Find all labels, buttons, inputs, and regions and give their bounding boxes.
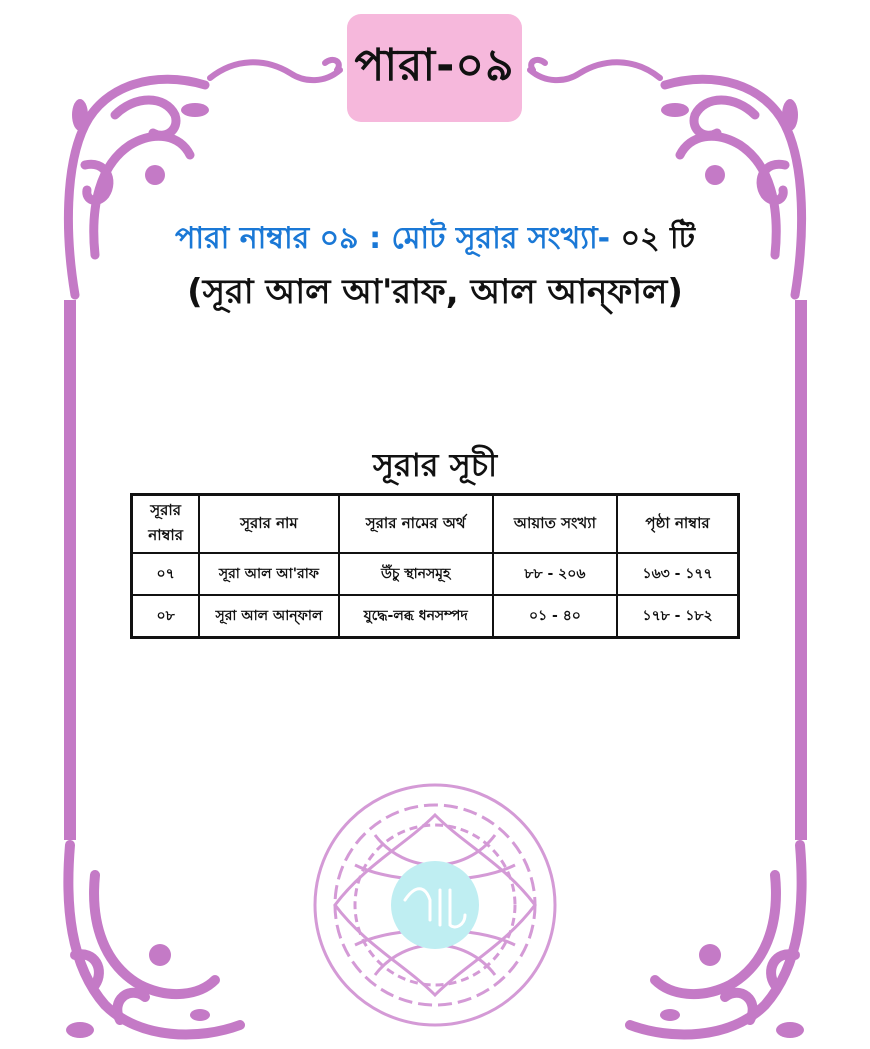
table-header-row [132,495,739,554]
column-header: সূরার নামের অর্থ [339,495,493,554]
para-number-label: পারা নাম্বার ০৯ : [175,221,382,256]
bottom-left-ornament [50,835,250,1045]
page-number-cell: ১৭৮ - ১৮২ [617,595,738,638]
left-title-swirl [205,48,345,98]
title-box [347,14,522,122]
surah-name-cell: সূরা আল আন্‌ফাল [199,595,338,638]
right-title-swirl [525,48,665,98]
ayat-count-cell: ৮৮ - ২০৬ [493,553,617,595]
page-number-cell: ১৬৩ - ১৭৭ [617,553,738,595]
column-header: আয়াত সংখ্যা [493,495,617,554]
calligraphy-medallion [305,775,565,1035]
surah-meaning-cell: যুদ্ধে-লব্ধ ধনসম্পদ [339,595,493,638]
surah-meaning-cell: উঁচু স্থানসমূহ [339,553,493,595]
surah-number-cell: ০৭ [132,553,200,595]
table-row [132,595,739,638]
surah-name-cell: সূরা আল আ'রাফ [199,553,338,595]
surah-number-cell: ০৮ [132,595,200,638]
column-header: সূরার নাম্বার [132,495,200,554]
column-header: পৃষ্ঠা নাম্বার [617,495,738,554]
surah-list-line: (সূরা আল আ'রাফ, আল আন্‌ফাল) [187,272,683,312]
ayat-count-cell: ০১ - ৪০ [493,595,617,638]
left-border-bar [64,300,76,840]
bottom-right-ornament [620,835,820,1045]
column-header: সূরার নাম [199,495,338,554]
total-surah-label: মোট সূরার সংখ্যা- [391,221,611,256]
toc-heading: সূরার সূচী [372,446,498,484]
total-surah-value: ০২ টি [620,221,695,256]
right-border-bar [795,300,807,840]
para-info-line [0,214,870,265]
table-row [132,553,739,595]
page-title: পারা-০৯ [354,39,515,91]
surah-table [130,493,740,639]
